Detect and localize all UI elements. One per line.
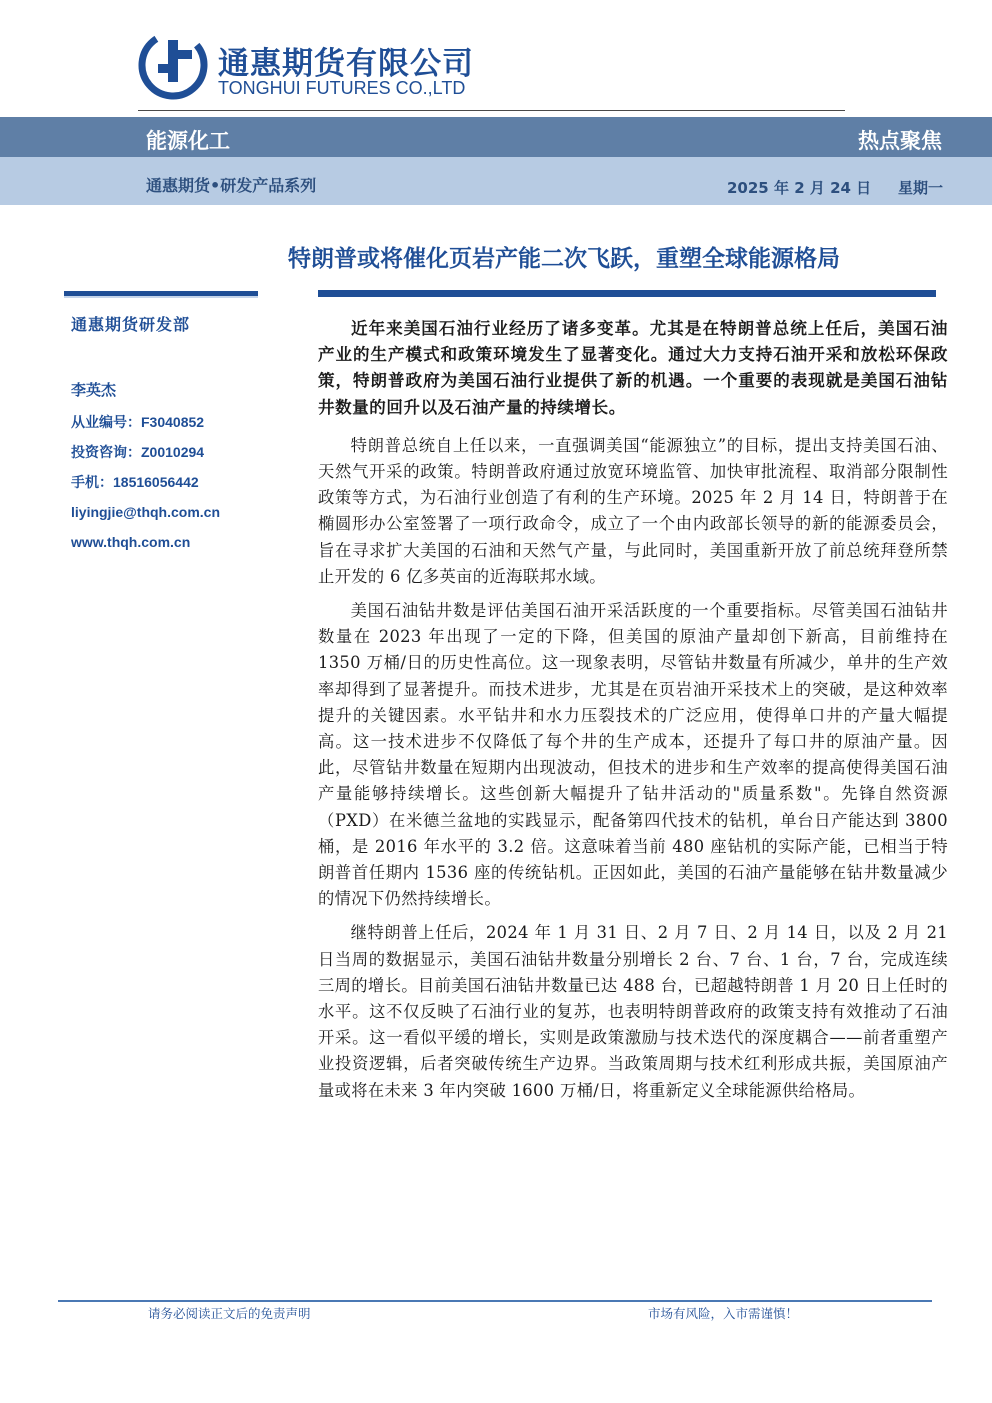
- risk-note: 市场有风险，入市需谨慎！: [648, 1306, 799, 1321]
- footer-divider: [58, 1300, 932, 1302]
- department-name: 通惠期货研发部: [71, 315, 191, 334]
- header-divider: [138, 110, 845, 111]
- report-date: 2025 年 2 月 24 日: [727, 179, 872, 197]
- report-body: [318, 316, 948, 1112]
- analyst-name: 李英杰: [71, 381, 117, 399]
- body-paragraph: 特朗普总统自上任以来，一直强调美国“能源独立”的目标，提出支持美国石油、天然气开采的政策。特朗普政府通过放宽环境监管、加快审批流程、取消部分限制性政策等方式，为石油行业创造了有利的生产环境。2025 年 2 月 14 日，特朗普于在椭圆形办公室签署了一项行政命令，成立了一个由内政部长领导的新的能源委员会，旨在寻求扩大美国的石油和天然气产量，与此同时，美国重新开放了前总统拜登所禁止开发的 6 亿多英亩的近海联邦水域。: [318, 435, 948, 586]
- lead-paragraph: 近年来美国石油行业经历了诸多变革。尤其是在特朗普总统上任后，美国石油产业的生产模式和政策环境发生了显著变化。通过大力支持石油开采和放松环保政策，特朗普政府为美国石油行业提供了新的机遇。一个重要的表现就是美国石油钻井数量的回升以及石油产量的持续增长。: [318, 319, 948, 417]
- series-label: 通惠期货•研发产品系列: [146, 176, 317, 195]
- sidebar-rule-shadow: [64, 296, 258, 298]
- consult-number: 投资咨询：Z0010294: [71, 444, 205, 460]
- body-paragraph: 继特朗普上任后，2024 年 1 月 31 日、2 月 7 日、2 月 14 日，以及 2 月 21 日当周的数据显示，美国石油钻井数量分别增长 2 台、7 台、1 台，7 台，完成连续三周的增长。目前美国石油钻井数量已达 488 台，已超越特朗普 1 月 20 日上任时的水平。这不仅反映了石油行业的复苏，也表明特朗普政府的政策支持有效推动了石油开采。这一看似平缓的增长，实则是政策激励与技术迭代的深度耦合——前者重塑产业投资逻辑，后者突破传统生产边界。当政策周期与技术红利形成共振，美国原油产量或将在未来 3 年内突破 1600 万桶/日，将重新定义全球能源供给格局。: [318, 923, 948, 1100]
- column-label: 热点聚焦: [858, 129, 942, 153]
- content-rule: [318, 290, 936, 297]
- company-name-en: TONGHUI FUTURES CO.,LTD: [218, 78, 466, 98]
- company-name-cn: 通惠期货有限公司: [218, 46, 474, 82]
- author-sidebar: [71, 312, 271, 562]
- license-number: 从业编号：F3040852: [71, 414, 205, 430]
- phone-number: 手机：18516056442: [71, 474, 199, 490]
- report-title: 特朗普或将催化页岩产能二次飞跃，重塑全球能源格局: [288, 246, 840, 272]
- email-address[interactable]: liyingjie@thqh.com.cn: [71, 504, 220, 520]
- tonghui-logo-icon: [138, 30, 208, 100]
- report-weekday: 星期一: [898, 179, 944, 197]
- website-link[interactable]: www.thqh.com.cn: [71, 534, 191, 550]
- body-paragraph: 美国石油钻井数是评估美国石油开采活跃度的一个重要指标。尽管美国石油钻井数量在 2023 年出现了一定的下降，但美国的原油产量却创下新高，目前维持在 1350 万桶/日的历史性高位。这一现象表明，尽管钻井数量有所减少，单井的生产效率却得到了显著提升。而技术进步，尤其是在页岩油开采技术上的突破，是这种效率提升的关键因素。水平钻井和水力压裂技术的广泛应用，使得单口井的产量大幅提高。这一技术进步不仅降低了每个井的生产成本，还提升了每口井的原油产量。因此，尽管钻井数量在短期内出现波动，但技术的进步和生产效率的提高使得美国石油产量能够持续增长。这些创新大幅提升了钻井活动的"质量系数"。先锋自然资源（PXD）在米德兰盆地的实践显示，配备第四代技术的钻机，单台日产能达到 3800 桶，是 2016 年水平的 3.2 倍。这意味着当前 480 座钻机的实际产能，已相当于特朗普首任期内 1536 座的传统钻机。正因如此，美国的石油产量能够在钻井数量减少的情况下仍然持续增长。: [318, 601, 948, 909]
- disclaimer-note: 请务必阅读正文后的免责声明: [148, 1306, 311, 1321]
- sector-label: 能源化工: [146, 129, 230, 153]
